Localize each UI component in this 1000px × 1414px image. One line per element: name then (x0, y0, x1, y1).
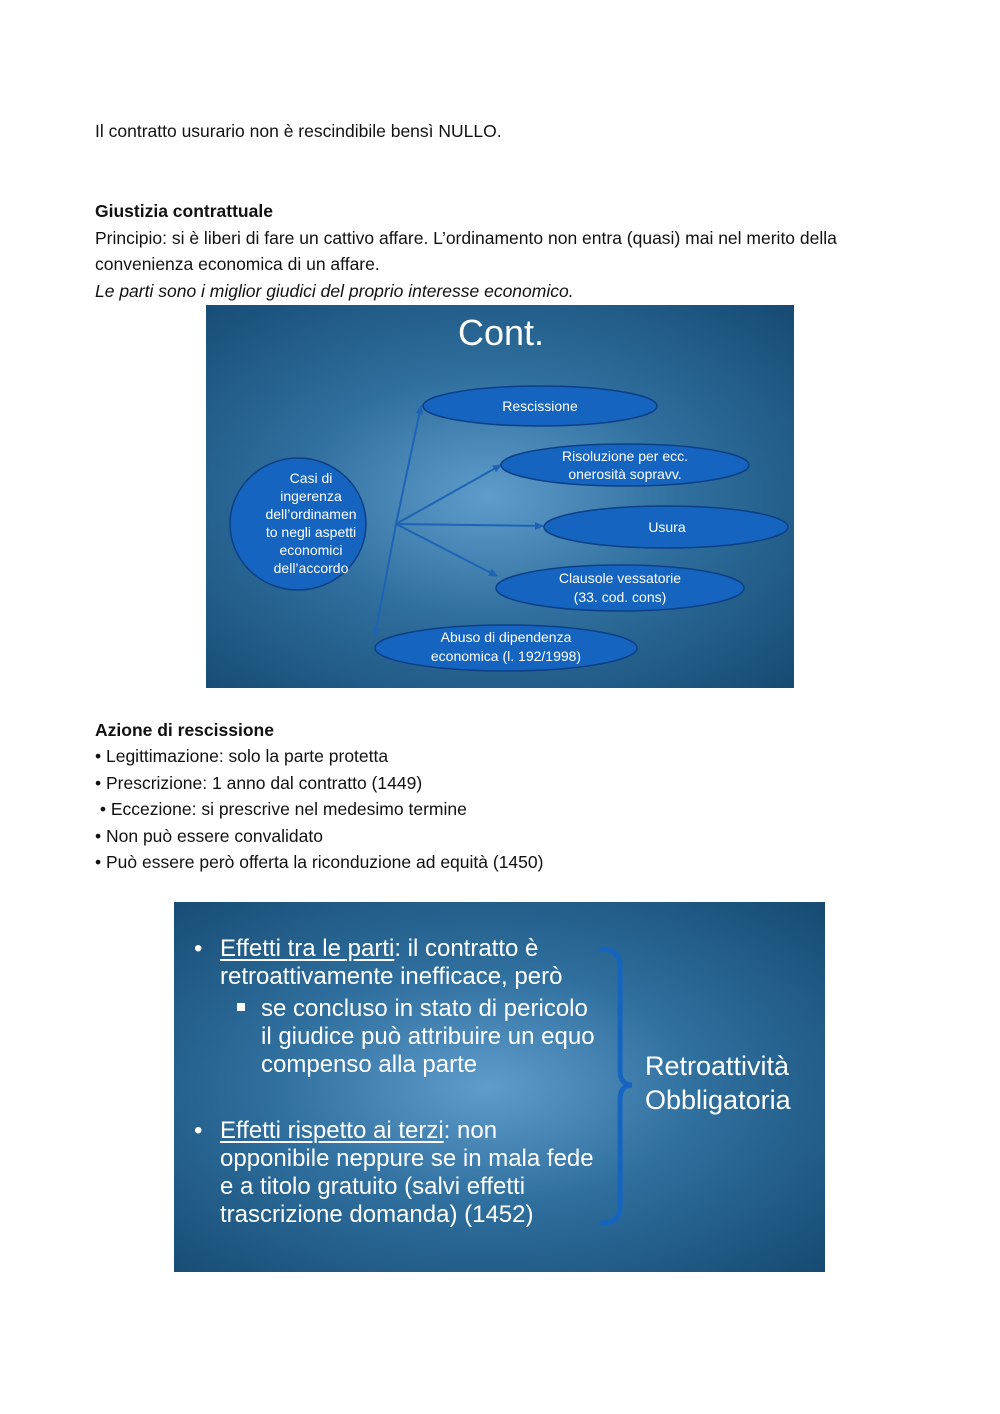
bullet-1-text-1: : il contratto è (394, 935, 539, 962)
bullet-2-label: Effetti rispetto ai terzi (220, 1117, 444, 1144)
azione-item-2: • Prescrizione: 1 anno dal contratto (1449) (95, 773, 423, 793)
center-line-5: economici (279, 542, 343, 558)
node-clausole-line-2: (33. cod. cons) (573, 589, 667, 605)
cont-diagram (206, 305, 794, 688)
azione-heading: Azione di rescissione (95, 720, 274, 740)
sub-line-2: il giudice può attribuire un equo (261, 1023, 595, 1050)
bullet-2-line-2: opponibile neppure se in mala fede (220, 1145, 594, 1172)
giustizia-heading: Giustizia contrattuale (95, 201, 273, 221)
giustizia-line-2: convenienza economica di un affare. (95, 254, 380, 274)
right-line-2: Obbligatoria (645, 1085, 791, 1115)
bullet-1-line-2: retroattivamente inefficace, però (220, 963, 563, 990)
bullet-2-line-3: e a titolo gratuito (salvi effetti (220, 1173, 526, 1200)
bullet-1-line-1 (220, 935, 538, 963)
center-line-6: dell’accordo (273, 560, 349, 576)
arrow-rescissione (396, 406, 421, 524)
arrow-usura (396, 524, 543, 526)
node-risoluzione-line-1: Risoluzione per ecc. (561, 448, 689, 464)
node-abuso-line-2: economica (l. 192/1998) (430, 648, 582, 664)
node-risoluzione-line-2: onerosità sopravv. (568, 466, 682, 482)
center-line-4: to negli aspetti (265, 524, 357, 540)
bullet-1-dot: • (194, 935, 203, 962)
arrow-clausole (396, 524, 497, 576)
intro-text: Il contratto usurario non è rescindibile bensì NULLO. (95, 121, 502, 141)
slide-effetti (174, 902, 825, 1272)
slide-title: Cont. (457, 312, 545, 353)
center-line-3: dell’ordinamen (265, 506, 357, 522)
bullet-1-label: Effetti tra le parti (220, 935, 395, 962)
bullet-2-dot: • (194, 1117, 203, 1144)
node-usura-label: Usura (648, 519, 686, 535)
arrow-risoluzione (396, 465, 501, 524)
slide-cont-diagram (206, 305, 794, 688)
center-line-2: ingerenza (280, 488, 342, 504)
node-abuso-line-1: Abuso di dipendenza (440, 629, 572, 645)
center-line-1: Casi di (289, 470, 333, 486)
azione-item-5: • Può essere però offerta la riconduzione ad equità (1450) (95, 852, 544, 872)
giustizia-line-3: Le parti sono i miglior giudici del proprio interesse economico. (95, 281, 574, 301)
azione-item-3: • Eccezione: si prescrive nel medesimo termine (95, 799, 467, 819)
bullet-2-text-1: : non (443, 1117, 498, 1144)
azione-item-4: • Non può essere convalidato (95, 826, 323, 846)
giustizia-line-1: Principio: si è liberi di fare un cattivo affare. L’ordinamento non entra (quasi) mai nel merito della (95, 228, 837, 248)
sub-line-3: compenso alla parte (261, 1051, 478, 1078)
azione-item-1: • Legittimazione: solo la parte protetta (95, 746, 389, 766)
node-rescissione-label: Rescissione (502, 398, 578, 414)
bullet-2-line-4: trascrizione domanda) (1452) (220, 1201, 534, 1228)
bullet-2-line-1 (220, 1117, 497, 1145)
sub-bullet-square (237, 1003, 245, 1011)
arrow-abuso (375, 524, 396, 636)
node-clausole-line-1: Clausole vessatorie (558, 570, 682, 586)
sub-line-1: se concluso in stato di pericolo (261, 995, 588, 1022)
right-line-1: Retroattività (645, 1051, 790, 1081)
